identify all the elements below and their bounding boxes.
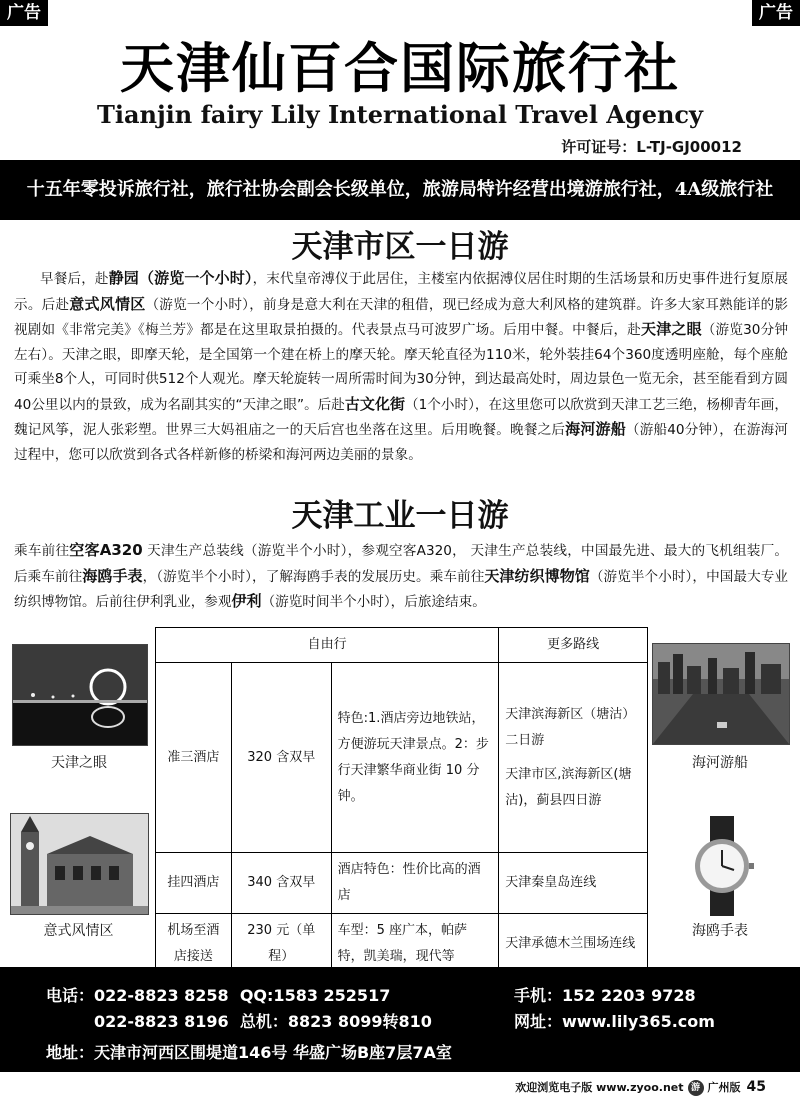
agency-title-en: Tianjin fairy Lily International Travel Agency	[97, 100, 703, 129]
industry-tour-description	[14, 538, 788, 615]
caption-italian-area: 意式风情区	[43, 923, 114, 939]
edition-label: 广州版	[707, 1081, 741, 1094]
license-number: 许可证号：L-TJ-GJ00012	[561, 138, 742, 156]
highlight-culture-street: 古文化街	[344, 394, 405, 413]
highlight-jingyuan: 静园（游览一个小时）	[108, 269, 253, 287]
website-line	[514, 1009, 715, 1032]
route-cell: 天津秦皇岛连线	[499, 853, 648, 914]
highlight-textile-museum: 天津纺织博物馆	[484, 566, 590, 585]
price-cell: 320 含双早	[231, 663, 331, 853]
switchboard-number[interactable]: 8823 8099转810	[287, 1012, 432, 1031]
table-row	[156, 914, 648, 975]
website-label: 网址：	[514, 1012, 563, 1031]
table-header-row	[156, 628, 648, 663]
page-footer	[515, 1077, 766, 1098]
tianjin-eye-photo	[12, 644, 148, 746]
header-free-travel: 自由行	[156, 628, 499, 663]
magazine-logo-icon: 游	[688, 1080, 704, 1096]
footer-text: 欢迎浏览电子版 www.zyoo.net	[515, 1081, 684, 1094]
phone-label: 电话：	[46, 986, 95, 1005]
mobile-label: 手机：	[514, 986, 563, 1005]
text: （游览半个小时），中国最大专业纺织博物馆。后前往伊利乳业，参观	[14, 568, 788, 610]
highlight-seagull-watch: 海鸥手表	[82, 566, 143, 585]
caption-seagull-watch: 海鸥手表	[692, 923, 748, 939]
table-row	[156, 853, 648, 914]
agency-title-cn: 天津仙百合国际旅行社	[120, 37, 680, 100]
phone-line-2	[94, 1009, 432, 1032]
ad-label-right: 广告	[752, 0, 800, 26]
seagull-watch-photo	[682, 816, 762, 916]
table-row	[156, 663, 648, 853]
address-line	[46, 1040, 452, 1063]
caption-haihe-river: 海河游船	[692, 755, 748, 771]
feature-cell: 酒店特色：性价比高的酒店	[331, 853, 499, 914]
route-line: 天津滨海新区（塘沽）二日游	[505, 706, 636, 748]
haihe-river-photo	[652, 643, 790, 745]
city-tour-description	[14, 266, 788, 467]
building-icon	[11, 814, 148, 914]
hotel-cell: 机场至酒店接送	[156, 914, 232, 975]
text: 天津生产总装线（游览半个小时），参观空客A320， 天津生产总装线，中国最先进、最大的飞机组装厂。后乘车前往	[14, 543, 789, 585]
mobile-line	[514, 983, 696, 1006]
header-more-routes: 更多路线	[499, 628, 648, 663]
section-title-city-tour: 天津市区一日游	[291, 229, 509, 265]
price-cell: 340 含双早	[231, 853, 331, 914]
qq-number: QQ:1583 252517	[239, 986, 391, 1005]
watch-icon	[682, 816, 762, 916]
highlight-yili: 伊利	[231, 592, 262, 610]
feature-cell: 特色:1.酒店旁边地铁站，方便游玩天津景点。2：步行天津繁华商业街 10 分钟。	[331, 663, 499, 853]
ferris-wheel-icon	[13, 645, 147, 745]
phone-number-1[interactable]: 022-8823 8258	[94, 986, 229, 1005]
route-cell: 天津承德木兰围场连线	[499, 914, 648, 975]
text: （游船40分钟），在游海河过程中，您可以欣赏到各式各样新修的桥梁和海河两边美丽的景象。	[14, 422, 788, 463]
hotel-cell: 准三酒店	[156, 663, 232, 853]
address-text: 天津市河西区围堤道146号 华盛广场B座7层7A室	[94, 1043, 452, 1062]
route-table	[155, 627, 648, 975]
text: （游览30分钟左右）。天津之眼，即摩天轮，是全国第一个建在桥上的摩天轮。摩天轮直径为110米，轮外装挂64个360度透明座舱，每个座舱可乘坐8个人，可同时供512个人观光。摩天轮旋转一周所需时间为30分钟，到达最高处时，周边景色一览无余，甚至能看到方圆40公里以内的景致，成为名副其实的“天津之眼”。后赴	[14, 322, 788, 413]
caption-tianjin-eye: 天津之眼	[51, 755, 107, 771]
highlight-airbus: 空客A320	[69, 541, 143, 559]
feature-cell: 车型：5 座广本，帕萨特，凯美瑞，现代等	[331, 914, 499, 975]
phone-number-2[interactable]: 022-8823 8196	[94, 1012, 229, 1031]
text: （1个小时），在这里您可以欣赏到天津工艺三绝，杨柳青年画，魏记风筝，泥人张彩塑。世界三大妈祖庙之一的天后宫也坐落在这里。后用晚餐。晚餐之后	[14, 396, 788, 438]
phone-line-1	[46, 983, 390, 1006]
website-link[interactable]: www.lily365.com	[562, 1012, 715, 1031]
route-cell	[499, 663, 648, 853]
route-line: 天津市区,滨海新区(塘沽)，蓟县四日游	[505, 766, 632, 808]
highlight-italian-area: 意式风情区	[69, 294, 146, 313]
price-cell: 230 元（单程）	[231, 914, 331, 975]
credentials-banner: 十五年零投诉旅行社，旅行社协会副会长级单位，旅游局特许经营出境游旅行社，4A级旅行社	[0, 160, 800, 220]
section-title-industry-tour: 天津工业一日游	[291, 498, 509, 534]
address-label: 地址：	[46, 1043, 95, 1062]
city-river-icon	[653, 644, 789, 744]
italian-area-photo	[10, 813, 149, 915]
contact-block	[0, 967, 800, 1072]
mobile-number[interactable]: 152 2203 9728	[562, 986, 696, 1005]
text: （游览一个小时），前身是意大利在天津的租借，现已经成为意大利风格的建筑群。许多大家耳熟能详的影视剧如《非常完美》《梅兰芳》都是在这里取景拍摄的。代表景点马可波罗广场。后用中餐。中餐后，赴	[14, 296, 788, 338]
switchboard-label: 总机：	[239, 1012, 288, 1031]
text: 早餐后，赴	[40, 271, 109, 287]
highlight-tianjin-eye: 天津之眼	[641, 320, 702, 338]
page-number: 45	[746, 1079, 766, 1095]
text: ，末代皇帝溥仪于此居住，主楼室内依据溥仪居住时期的生活场景和历史事件进行复原展示。后赴	[14, 271, 788, 313]
highlight-river-cruise: 海河游船	[565, 420, 626, 438]
text: 乘车前往	[14, 543, 70, 559]
hotel-cell: 挂四酒店	[156, 853, 232, 914]
text: ，（游览半个小时），了解海鸥手表的发展历史。乘车前往	[142, 568, 485, 585]
ad-label-left: 广告	[0, 0, 48, 26]
text: （游览时间半个小时），后旅途结束。	[261, 594, 486, 610]
